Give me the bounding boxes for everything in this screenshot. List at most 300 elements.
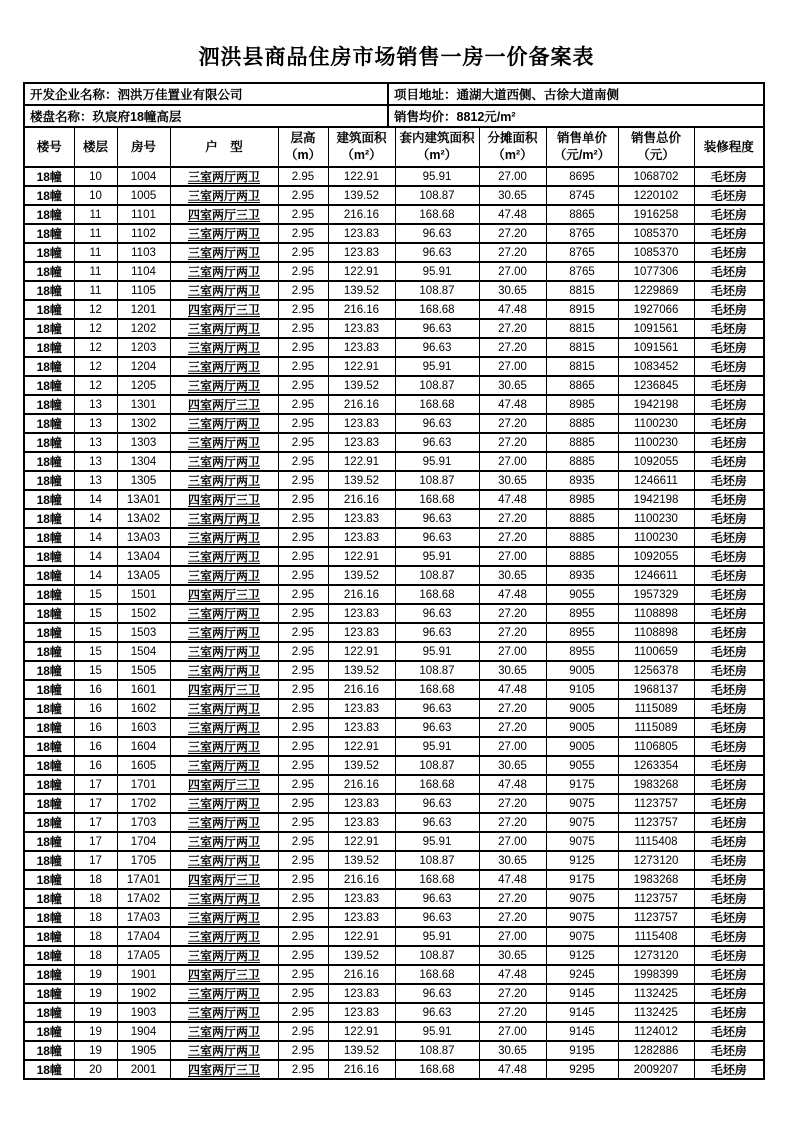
- cell-unit-type: 三室两厅两卫: [170, 927, 278, 946]
- cell-floor: 18: [74, 946, 117, 965]
- cell-floor: 12: [74, 376, 117, 395]
- cell-total-price: 1132425: [618, 1003, 694, 1022]
- cell-unit-type: 三室两厅两卫: [170, 281, 278, 300]
- cell-unit-type: 四室两厅三卫: [170, 870, 278, 889]
- cell-floor: 18: [74, 908, 117, 927]
- cell-decoration: 毛坯房: [694, 889, 764, 908]
- cell-decoration: 毛坯房: [694, 604, 764, 623]
- cell-unit-price: 9055: [546, 585, 618, 604]
- cell-unit-price: 8985: [546, 395, 618, 414]
- cell-inner-area: 108.87: [395, 376, 479, 395]
- cell-inner-area: 168.68: [395, 680, 479, 699]
- cell-room-no: 1705: [117, 851, 170, 870]
- cell-gross-area: 216.16: [328, 775, 395, 794]
- cell-floor: 19: [74, 965, 117, 984]
- cell-unit-type: 四室两厅三卫: [170, 1060, 278, 1079]
- cell-floor: 15: [74, 642, 117, 661]
- info-row: [24, 83, 764, 105]
- column-unit: （m²）: [416, 148, 458, 162]
- cell-total-price: 1124012: [618, 1022, 694, 1041]
- cell-unit-price: 8885: [546, 528, 618, 547]
- cell-unit-type: 三室两厅两卫: [170, 699, 278, 718]
- cell-shared-area: 27.20: [479, 433, 546, 452]
- cell-room-no: 13A01: [117, 490, 170, 509]
- cell-unit-type: 三室两厅两卫: [170, 623, 278, 642]
- cell-inner-area: 96.63: [395, 528, 479, 547]
- cell-shared-area: 47.48: [479, 395, 546, 414]
- cell-decoration: 毛坯房: [694, 319, 764, 338]
- cell-room-no: 1101: [117, 205, 170, 224]
- cell-total-price: 1263354: [618, 756, 694, 775]
- cell-room-no: 1004: [117, 167, 170, 186]
- info-row: [24, 105, 764, 127]
- cell-unit-type: 三室两厅两卫: [170, 338, 278, 357]
- cell-decoration: 毛坯房: [694, 623, 764, 642]
- cell-total-price: 1077306: [618, 262, 694, 281]
- column-label: 分摊面积: [487, 131, 538, 146]
- cell-storey-height: 2.95: [278, 737, 328, 756]
- cell-total-price: 1942198: [618, 395, 694, 414]
- cell-building-no: 18幢: [24, 262, 74, 281]
- cell-gross-area: 123.83: [328, 623, 395, 642]
- table-row: [24, 205, 764, 224]
- cell-shared-area: 30.65: [479, 661, 546, 680]
- cell-building-no: 18幢: [24, 547, 74, 566]
- cell-total-price: 1115089: [618, 718, 694, 737]
- cell-storey-height: 2.95: [278, 680, 328, 699]
- cell-decoration: 毛坯房: [694, 395, 764, 414]
- cell-decoration: 毛坯房: [694, 661, 764, 680]
- cell-decoration: 毛坯房: [694, 490, 764, 509]
- cell-decoration: 毛坯房: [694, 908, 764, 927]
- cell-room-no: 1102: [117, 224, 170, 243]
- cell-total-price: 1916258: [618, 205, 694, 224]
- cell-shared-area: 27.20: [479, 414, 546, 433]
- cell-inner-area: 96.63: [395, 984, 479, 1003]
- cell-room-no: 1505: [117, 661, 170, 680]
- cell-building-no: 18幢: [24, 433, 74, 452]
- price-table: [23, 126, 765, 1080]
- cell-inner-area: 168.68: [395, 965, 479, 984]
- cell-building-no: 18幢: [24, 737, 74, 756]
- cell-shared-area: 27.00: [479, 642, 546, 661]
- cell-room-no: 2001: [117, 1060, 170, 1079]
- cell-decoration: 毛坯房: [694, 775, 764, 794]
- cell-total-price: 1983268: [618, 775, 694, 794]
- cell-gross-area: 123.83: [328, 528, 395, 547]
- cell-storey-height: 2.95: [278, 946, 328, 965]
- cell-storey-height: 2.95: [278, 547, 328, 566]
- table-body: [24, 167, 764, 1079]
- cell-building-no: 18幢: [24, 623, 74, 642]
- cell-room-no: 1501: [117, 585, 170, 604]
- cell-total-price: 1246611: [618, 471, 694, 490]
- cell-room-no: 13A02: [117, 509, 170, 528]
- cell-unit-price: 9005: [546, 737, 618, 756]
- cell-total-price: 1927066: [618, 300, 694, 319]
- column-header: [546, 127, 618, 167]
- cell-total-price: 1100230: [618, 528, 694, 547]
- cell-shared-area: 47.48: [479, 585, 546, 604]
- cell-gross-area: 122.91: [328, 927, 395, 946]
- cell-total-price: 1942198: [618, 490, 694, 509]
- cell-unit-price: 9075: [546, 813, 618, 832]
- cell-storey-height: 2.95: [278, 224, 328, 243]
- cell-inner-area: 96.63: [395, 718, 479, 737]
- cell-floor: 20: [74, 1060, 117, 1079]
- cell-gross-area: 139.52: [328, 281, 395, 300]
- cell-floor: 19: [74, 1003, 117, 1022]
- info-table: [23, 82, 765, 128]
- table-row: [24, 1003, 764, 1022]
- cell-storey-height: 2.95: [278, 984, 328, 1003]
- table-row: [24, 186, 764, 205]
- cell-gross-area: 139.52: [328, 851, 395, 870]
- cell-floor: 15: [74, 604, 117, 623]
- cell-shared-area: 47.48: [479, 490, 546, 509]
- table-row: [24, 623, 764, 642]
- table-row: [24, 414, 764, 433]
- cell-total-price: 1085370: [618, 243, 694, 262]
- cell-shared-area: 27.00: [479, 927, 546, 946]
- cell-gross-area: 216.16: [328, 680, 395, 699]
- cell-shared-area: 47.48: [479, 205, 546, 224]
- cell-room-no: 17A01: [117, 870, 170, 889]
- cell-shared-area: 27.20: [479, 908, 546, 927]
- cell-unit-price: 9125: [546, 851, 618, 870]
- cell-storey-height: 2.95: [278, 167, 328, 186]
- cell-inner-area: 96.63: [395, 433, 479, 452]
- column-label: 层高: [290, 131, 316, 146]
- table-row: [24, 471, 764, 490]
- cell-decoration: 毛坯房: [694, 965, 764, 984]
- cell-unit-price: 8955: [546, 642, 618, 661]
- table-row: [24, 338, 764, 357]
- cell-inner-area: 96.63: [395, 224, 479, 243]
- cell-unit-price: 8935: [546, 471, 618, 490]
- cell-shared-area: 27.20: [479, 509, 546, 528]
- cell-shared-area: 30.65: [479, 471, 546, 490]
- cell-room-no: 1702: [117, 794, 170, 813]
- cell-unit-type: 四室两厅三卫: [170, 775, 278, 794]
- cell-shared-area: 27.00: [479, 357, 546, 376]
- table-row: [24, 376, 764, 395]
- cell-gross-area: 122.91: [328, 262, 395, 281]
- column-unit: （元/m²）: [553, 148, 611, 162]
- cell-decoration: 毛坯房: [694, 509, 764, 528]
- cell-unit-type: 三室两厅两卫: [170, 262, 278, 281]
- cell-storey-height: 2.95: [278, 870, 328, 889]
- cell-unit-type: 三室两厅两卫: [170, 433, 278, 452]
- table-row: [24, 585, 764, 604]
- cell-total-price: 1100659: [618, 642, 694, 661]
- cell-inner-area: 96.63: [395, 813, 479, 832]
- cell-decoration: 毛坯房: [694, 452, 764, 471]
- cell-shared-area: 27.20: [479, 984, 546, 1003]
- cell-shared-area: 30.65: [479, 281, 546, 300]
- cell-decoration: 毛坯房: [694, 813, 764, 832]
- cell-storey-height: 2.95: [278, 794, 328, 813]
- cell-total-price: 1282886: [618, 1041, 694, 1060]
- cell-total-price: 1085370: [618, 224, 694, 243]
- table-row: [24, 300, 764, 319]
- table-row: [24, 281, 764, 300]
- cell-floor: 18: [74, 889, 117, 908]
- cell-floor: 11: [74, 224, 117, 243]
- cell-unit-type: 三室两厅两卫: [170, 756, 278, 775]
- table-row: [24, 927, 764, 946]
- cell-shared-area: 27.20: [479, 243, 546, 262]
- cell-gross-area: 123.83: [328, 224, 395, 243]
- cell-inner-area: 96.63: [395, 338, 479, 357]
- cell-unit-price: 9005: [546, 661, 618, 680]
- cell-floor: 16: [74, 756, 117, 775]
- cell-gross-area: 123.83: [328, 414, 395, 433]
- table-row: [24, 965, 764, 984]
- cell-floor: 17: [74, 813, 117, 832]
- cell-decoration: 毛坯房: [694, 756, 764, 775]
- cell-decoration: 毛坯房: [694, 262, 764, 281]
- cell-inner-area: 108.87: [395, 1041, 479, 1060]
- cell-shared-area: 27.20: [479, 623, 546, 642]
- cell-total-price: 1092055: [618, 547, 694, 566]
- cell-total-price: 1106805: [618, 737, 694, 756]
- cell-shared-area: 27.20: [479, 528, 546, 547]
- cell-total-price: 1108898: [618, 623, 694, 642]
- cell-total-price: 1068702: [618, 167, 694, 186]
- table-row: [24, 775, 764, 794]
- cell-room-no: 1103: [117, 243, 170, 262]
- cell-building-no: 18幢: [24, 414, 74, 433]
- cell-decoration: 毛坯房: [694, 984, 764, 1003]
- cell-building-no: 18幢: [24, 338, 74, 357]
- cell-inner-area: 96.63: [395, 794, 479, 813]
- cell-decoration: 毛坯房: [694, 338, 764, 357]
- cell-unit-type: 四室两厅三卫: [170, 395, 278, 414]
- cell-decoration: 毛坯房: [694, 699, 764, 718]
- column-unit: （m²）: [492, 148, 533, 162]
- cell-unit-price: 9125: [546, 946, 618, 965]
- cell-gross-area: 216.16: [328, 870, 395, 889]
- cell-unit-price: 8985: [546, 490, 618, 509]
- cell-decoration: 毛坯房: [694, 357, 764, 376]
- cell-inner-area: 95.91: [395, 737, 479, 756]
- cell-inner-area: 108.87: [395, 471, 479, 490]
- cell-building-no: 18幢: [24, 813, 74, 832]
- table-row: [24, 813, 764, 832]
- cell-floor: 10: [74, 167, 117, 186]
- cell-gross-area: 216.16: [328, 395, 395, 414]
- table-row: [24, 224, 764, 243]
- cell-building-no: 18幢: [24, 984, 74, 1003]
- column-label: 户 型: [205, 139, 243, 154]
- cell-unit-price: 8745: [546, 186, 618, 205]
- cell-gross-area: 122.91: [328, 737, 395, 756]
- cell-unit-price: 8885: [546, 433, 618, 452]
- cell-inner-area: 168.68: [395, 585, 479, 604]
- cell-shared-area: 27.00: [479, 452, 546, 471]
- column-label: 建筑面积: [336, 131, 387, 146]
- cell-gross-area: 139.52: [328, 376, 395, 395]
- cell-shared-area: 27.20: [479, 889, 546, 908]
- cell-unit-price: 9055: [546, 756, 618, 775]
- cell-storey-height: 2.95: [278, 357, 328, 376]
- table-row: [24, 832, 764, 851]
- cell-floor: 14: [74, 490, 117, 509]
- cell-decoration: 毛坯房: [694, 186, 764, 205]
- table-row: [24, 870, 764, 889]
- cell-room-no: 1701: [117, 775, 170, 794]
- cell-room-no: 1503: [117, 623, 170, 642]
- cell-floor: 18: [74, 870, 117, 889]
- cell-inner-area: 168.68: [395, 300, 479, 319]
- cell-gross-area: 123.83: [328, 908, 395, 927]
- cell-shared-area: 27.20: [479, 1003, 546, 1022]
- cell-building-no: 18幢: [24, 832, 74, 851]
- cell-unit-price: 8815: [546, 338, 618, 357]
- cell-gross-area: 139.52: [328, 1041, 395, 1060]
- cell-inner-area: 96.63: [395, 243, 479, 262]
- table-row: [24, 699, 764, 718]
- column-label: 套内建筑面积: [399, 131, 475, 146]
- cell-decoration: 毛坯房: [694, 167, 764, 186]
- cell-room-no: 1602: [117, 699, 170, 718]
- cell-unit-type: 三室两厅两卫: [170, 1003, 278, 1022]
- cell-building-no: 18幢: [24, 870, 74, 889]
- cell-gross-area: 123.83: [328, 1003, 395, 1022]
- cell-decoration: 毛坯房: [694, 281, 764, 300]
- cell-building-no: 18幢: [24, 1003, 74, 1022]
- cell-room-no: 1205: [117, 376, 170, 395]
- cell-total-price: 2009207: [618, 1060, 694, 1079]
- building-name-cell: 楼盘名称：玖宸府18幢高层: [24, 105, 388, 127]
- cell-building-no: 18幢: [24, 680, 74, 699]
- cell-decoration: 毛坯房: [694, 547, 764, 566]
- cell-shared-area: 47.48: [479, 775, 546, 794]
- cell-gross-area: 123.83: [328, 243, 395, 262]
- cell-floor: 17: [74, 794, 117, 813]
- cell-room-no: 1204: [117, 357, 170, 376]
- cell-unit-type: 三室两厅两卫: [170, 661, 278, 680]
- cell-shared-area: 27.20: [479, 718, 546, 737]
- cell-decoration: 毛坯房: [694, 680, 764, 699]
- cell-room-no: 1904: [117, 1022, 170, 1041]
- cell-building-no: 18幢: [24, 471, 74, 490]
- cell-building-no: 18幢: [24, 965, 74, 984]
- cell-inner-area: 96.63: [395, 1003, 479, 1022]
- cell-total-price: 1100230: [618, 414, 694, 433]
- cell-unit-type: 三室两厅两卫: [170, 832, 278, 851]
- column-header: [24, 127, 74, 167]
- cell-inner-area: 168.68: [395, 775, 479, 794]
- cell-room-no: 1903: [117, 1003, 170, 1022]
- table-row: [24, 984, 764, 1003]
- cell-storey-height: 2.95: [278, 642, 328, 661]
- cell-floor: 14: [74, 528, 117, 547]
- column-header: [117, 127, 170, 167]
- cell-shared-area: 30.65: [479, 946, 546, 965]
- cell-storey-height: 2.95: [278, 243, 328, 262]
- cell-storey-height: 2.95: [278, 338, 328, 357]
- cell-floor: 16: [74, 718, 117, 737]
- table-row: [24, 509, 764, 528]
- cell-floor: 13: [74, 452, 117, 471]
- cell-storey-height: 2.95: [278, 623, 328, 642]
- cell-unit-price: 8915: [546, 300, 618, 319]
- cell-unit-price: 8955: [546, 604, 618, 623]
- cell-storey-height: 2.95: [278, 851, 328, 870]
- cell-shared-area: 47.48: [479, 300, 546, 319]
- cell-gross-area: 139.52: [328, 756, 395, 775]
- cell-building-no: 18幢: [24, 927, 74, 946]
- cell-gross-area: 122.91: [328, 452, 395, 471]
- cell-unit-price: 8765: [546, 224, 618, 243]
- cell-unit-type: 三室两厅两卫: [170, 167, 278, 186]
- cell-shared-area: 30.65: [479, 851, 546, 870]
- cell-unit-price: 8865: [546, 376, 618, 395]
- cell-inner-area: 168.68: [395, 205, 479, 224]
- cell-gross-area: 123.83: [328, 604, 395, 623]
- cell-gross-area: 216.16: [328, 1060, 395, 1079]
- cell-inner-area: 95.91: [395, 547, 479, 566]
- cell-unit-price: 9145: [546, 1003, 618, 1022]
- cell-storey-height: 2.95: [278, 452, 328, 471]
- cell-floor: 16: [74, 699, 117, 718]
- cell-inner-area: 96.63: [395, 604, 479, 623]
- cell-total-price: 1115408: [618, 832, 694, 851]
- table-row: [24, 642, 764, 661]
- cell-building-no: 18幢: [24, 642, 74, 661]
- cell-gross-area: 139.52: [328, 946, 395, 965]
- cell-room-no: 1005: [117, 186, 170, 205]
- column-header: [694, 127, 764, 167]
- cell-unit-type: 三室两厅两卫: [170, 224, 278, 243]
- cell-storey-height: 2.95: [278, 775, 328, 794]
- cell-shared-area: 27.20: [479, 604, 546, 623]
- cell-gross-area: 216.16: [328, 205, 395, 224]
- cell-inner-area: 95.91: [395, 832, 479, 851]
- cell-storey-height: 2.95: [278, 509, 328, 528]
- cell-decoration: 毛坯房: [694, 927, 764, 946]
- cell-inner-area: 96.63: [395, 509, 479, 528]
- cell-gross-area: 122.91: [328, 1022, 395, 1041]
- cell-shared-area: 30.65: [479, 186, 546, 205]
- cell-building-no: 18幢: [24, 243, 74, 262]
- cell-building-no: 18幢: [24, 661, 74, 680]
- cell-building-no: 18幢: [24, 357, 74, 376]
- cell-unit-price: 8815: [546, 319, 618, 338]
- column-label: 楼层: [82, 139, 108, 154]
- cell-unit-type: 三室两厅两卫: [170, 471, 278, 490]
- cell-storey-height: 2.95: [278, 908, 328, 927]
- cell-inner-area: 108.87: [395, 756, 479, 775]
- cell-floor: 13: [74, 471, 117, 490]
- cell-inner-area: 95.91: [395, 167, 479, 186]
- cell-building-no: 18幢: [24, 946, 74, 965]
- cell-floor: 12: [74, 319, 117, 338]
- cell-building-no: 18幢: [24, 490, 74, 509]
- cell-shared-area: 30.65: [479, 1041, 546, 1060]
- cell-unit-type: 三室两厅两卫: [170, 566, 278, 585]
- cell-floor: 17: [74, 775, 117, 794]
- cell-unit-price: 8815: [546, 357, 618, 376]
- cell-total-price: 1083452: [618, 357, 694, 376]
- cell-gross-area: 123.83: [328, 718, 395, 737]
- cell-unit-type: 三室两厅两卫: [170, 243, 278, 262]
- cell-floor: 13: [74, 395, 117, 414]
- cell-floor: 16: [74, 737, 117, 756]
- cell-decoration: 毛坯房: [694, 946, 764, 965]
